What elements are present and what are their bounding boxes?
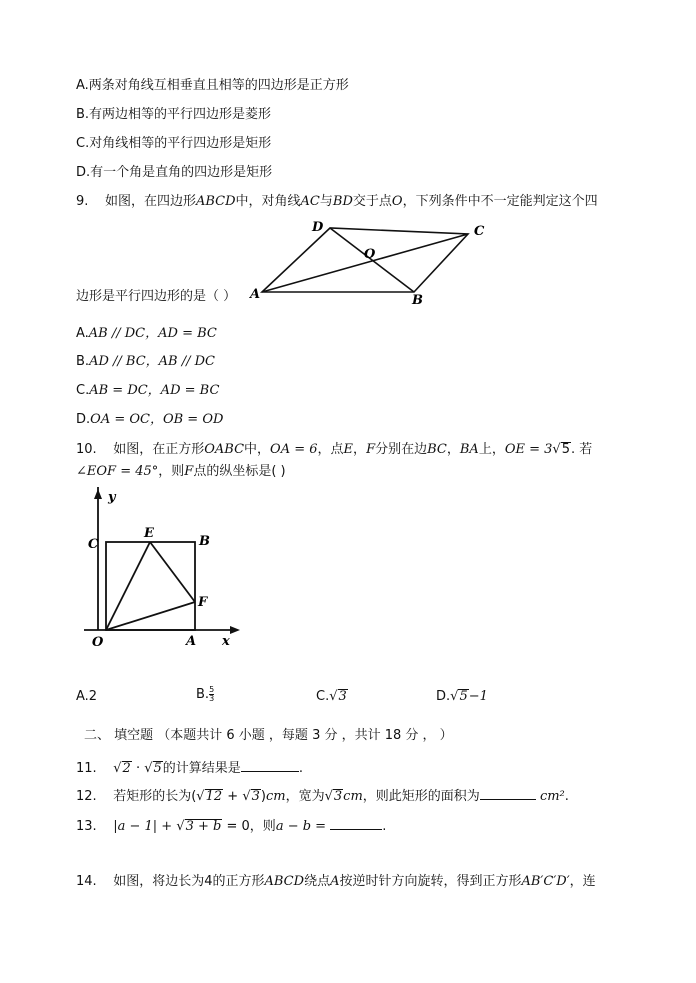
q11-end: . bbox=[298, 761, 303, 776]
q12-text: ) bbox=[260, 789, 266, 804]
q11-answer-blank[interactable] bbox=[241, 757, 299, 772]
q10-label-a: A bbox=[186, 634, 197, 649]
q9-option-d bbox=[76, 411, 223, 429]
q14-a: A bbox=[330, 874, 340, 889]
q14 bbox=[76, 873, 596, 891]
q10-f: F bbox=[366, 442, 376, 457]
option-math: AB // DC，AD = BC bbox=[88, 326, 217, 341]
q9-label-d: D bbox=[312, 220, 324, 235]
option-prefix: B. bbox=[76, 354, 90, 369]
radicand: 3 bbox=[333, 789, 343, 804]
option-math: −1 bbox=[468, 689, 488, 704]
q13-answer-blank[interactable] bbox=[330, 815, 382, 830]
q10-axis-x-label: x bbox=[222, 634, 230, 649]
radicand: 5 bbox=[459, 689, 468, 704]
q9-stem-text: 与 bbox=[319, 194, 333, 209]
plus-sign: + bbox=[223, 789, 243, 804]
q12 bbox=[76, 785, 569, 806]
q10-stem-text: 如图，在正方形 bbox=[113, 442, 205, 457]
q9-parallelogram-figure bbox=[248, 216, 493, 308]
q9-stem-text: 交于点 bbox=[352, 194, 392, 209]
option-prefix: C. bbox=[316, 689, 330, 704]
q10-stem bbox=[76, 441, 592, 459]
fraction-denominator: 3 bbox=[209, 694, 215, 703]
q10-label-f: F bbox=[198, 595, 208, 610]
radical-sign: √ bbox=[324, 789, 333, 804]
radicand: 5 bbox=[153, 761, 162, 776]
q9-option-a bbox=[76, 325, 217, 343]
option-math: AD // BC，AB // DC bbox=[89, 354, 215, 369]
radical-sign: √ bbox=[176, 819, 185, 834]
q11-text: 的计算结果是 bbox=[162, 761, 241, 776]
q9-stem-end: 边形是平行四边形的是（ ） bbox=[76, 289, 237, 304]
q12-number: 12. bbox=[76, 789, 97, 804]
q14-abcd: ABCD bbox=[264, 874, 305, 889]
q10-oe: OE = 3 bbox=[504, 442, 553, 457]
section-2-title: 二、 填空题 （本题共计 6 小题 ，每题 3 分 ，共计 18 分 ， ） bbox=[84, 728, 453, 743]
radical-sign: √ bbox=[242, 789, 251, 804]
q13-abs: |a − 1| + bbox=[113, 819, 177, 834]
q9-bd: BD bbox=[332, 194, 353, 209]
option-prefix: D. bbox=[76, 412, 91, 427]
q10-label-c: C bbox=[88, 537, 99, 552]
q9-option-b bbox=[76, 353, 215, 371]
q12-end: . bbox=[564, 789, 569, 804]
q9-stem bbox=[76, 193, 598, 211]
radicand: 3 bbox=[338, 689, 347, 704]
q13-end: . bbox=[382, 819, 387, 834]
radical-sign: √ bbox=[144, 761, 153, 776]
unit-cm: cm bbox=[343, 789, 363, 804]
q9-stem-text: 如图，在四边形 bbox=[104, 194, 196, 209]
q13 bbox=[76, 815, 386, 836]
q9-abcd: ABCD bbox=[195, 194, 236, 209]
q10-stem-text: ， bbox=[446, 442, 460, 457]
dot-operator: · bbox=[135, 761, 141, 776]
q10-label-b: B bbox=[199, 534, 210, 549]
q10-square-figure bbox=[84, 487, 244, 652]
q10-stem-text: 分别在边 bbox=[375, 442, 428, 457]
radical-sign: √ bbox=[196, 789, 205, 804]
option-prefix: D. bbox=[436, 689, 451, 704]
q9-o: O bbox=[391, 194, 403, 209]
q14-text: 如图，将边长为4的正方形 bbox=[113, 874, 265, 889]
q12-text: 若矩形的长为( bbox=[113, 789, 197, 804]
radical-sign: √ bbox=[552, 442, 561, 457]
radicand: 3 bbox=[251, 789, 260, 804]
q9-stem-text: ，下列条件中不一定能判定这个四 bbox=[402, 194, 598, 209]
q9-label-a: A bbox=[250, 287, 261, 302]
q10-stem-text: 中， bbox=[244, 442, 271, 457]
q14-text: 按逆时针方向旋转，得到正方形 bbox=[339, 874, 522, 889]
q12-text: ，宽为 bbox=[285, 789, 325, 804]
q8-option-c: C.对角线相等的平行四边形是矩形 bbox=[76, 136, 272, 151]
q13-text: = 0，则 bbox=[222, 819, 276, 834]
q10-stem-text: ， bbox=[353, 442, 367, 457]
option-math: OA = OC，OB = OD bbox=[90, 412, 224, 427]
q11 bbox=[76, 757, 303, 778]
q14-text: 绕点 bbox=[304, 874, 331, 889]
option-prefix: A. bbox=[76, 326, 89, 341]
q10-oa: OA = 6 bbox=[270, 442, 318, 457]
q10-number: 10. bbox=[76, 442, 97, 457]
radicand: 12 bbox=[205, 789, 223, 804]
q10-stem-text: ，点 bbox=[317, 442, 344, 457]
q14-text: ，连 bbox=[569, 874, 596, 889]
fraction bbox=[209, 686, 214, 703]
unit-cm: cm bbox=[265, 789, 286, 804]
fraction-numerator: 5 bbox=[209, 685, 215, 694]
q10-axis-y-label: y bbox=[108, 490, 116, 505]
q10-stem-text: ，则 bbox=[158, 464, 185, 479]
option-prefix: B. bbox=[196, 687, 210, 702]
q11-number: 11. bbox=[76, 761, 97, 776]
option-prefix: C. bbox=[76, 383, 90, 398]
q10-f: F bbox=[184, 464, 194, 479]
q10-stem-text: 点的纵坐标是( ) bbox=[193, 464, 286, 479]
q14-abcd-prime: AB′C′D′ bbox=[521, 874, 570, 889]
q10-stem-2 bbox=[76, 463, 286, 481]
q8-option-b: B.有两边相等的平行四边形是菱形 bbox=[76, 107, 272, 122]
radicand: 3 + b bbox=[185, 819, 222, 834]
unit-cm2: cm² bbox=[539, 789, 565, 804]
q8-option-d: D.有一个角是直角的四边形是矩形 bbox=[76, 165, 273, 180]
q10-ba: BA bbox=[459, 442, 479, 457]
q12-answer-blank[interactable] bbox=[480, 785, 536, 800]
q10-option-a: A.2 bbox=[76, 689, 98, 704]
q9-label-c: C bbox=[474, 224, 485, 239]
q9-stem-text: 中，对角线 bbox=[235, 194, 301, 209]
q9-label-b: B bbox=[412, 293, 423, 308]
q14-number: 14. bbox=[76, 874, 97, 889]
q10-label-e: E bbox=[144, 526, 154, 541]
q9-label-o: O bbox=[364, 247, 376, 262]
q9-number: 9. bbox=[76, 194, 89, 209]
q13-number: 13. bbox=[76, 819, 97, 834]
q10-oe-radicand: 5 bbox=[561, 442, 570, 457]
radical-sign: √ bbox=[450, 689, 459, 704]
q12-text: ，则此矩形的面积为 bbox=[362, 789, 480, 804]
radical-sign: √ bbox=[329, 689, 338, 704]
option-math: AB = DC，AD = BC bbox=[89, 383, 220, 398]
q10-option-b bbox=[196, 686, 214, 704]
q13-expr: a − b = bbox=[275, 819, 327, 834]
q10-oabc: OABC bbox=[204, 442, 245, 457]
q10-option-c bbox=[316, 688, 348, 706]
q10-angle: ∠EOF = 45° bbox=[76, 464, 159, 479]
radical-sign: √ bbox=[113, 761, 122, 776]
q9-option-c bbox=[76, 382, 219, 400]
radicand: 2 bbox=[122, 761, 131, 776]
q10-bc: BC bbox=[427, 442, 447, 457]
q10-e: E bbox=[343, 442, 354, 457]
q10-label-o: O bbox=[92, 635, 104, 650]
q10-stem-text: . 若 bbox=[571, 442, 593, 457]
q10-option-d bbox=[436, 688, 488, 706]
q8-option-a: A.两条对角线互相垂直且相等的四边形是正方形 bbox=[76, 78, 349, 93]
q10-stem-text: 上， bbox=[478, 442, 505, 457]
q9-ac: AC bbox=[300, 194, 320, 209]
